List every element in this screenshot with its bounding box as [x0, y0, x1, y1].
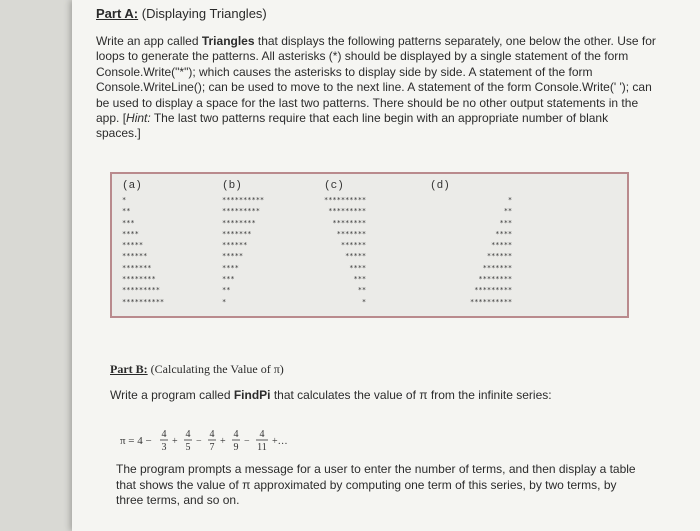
- part-a-text-2: that displays the following patterns separately, one below the other. Use for loops to generate the patterns. All asterisks (*) should be displayed by a single statement of the form Console.Write("*"); which causes the asterisks to display side by side. A statement of the form Console.WriteLine(); can be used to move to the next line. A statement of the form Console.Write(' '); can be used to display a space for the last two patterns. There should be no other output statements in the app. [: [96, 34, 656, 126]
- pattern-d-asterisks: * ** *** **** ***** ****** ******* ******** ********* **********: [470, 196, 513, 306]
- part-b-intro-pre: Write a program called: [110, 388, 234, 402]
- pattern-a-asterisks: * ** *** **** ***** ****** ******* ******** ********* **********: [122, 196, 165, 306]
- part-a-instructions: [96, 34, 656, 142]
- fraction-numerator: 4: [209, 429, 215, 440]
- hint-label: Hint:: [126, 111, 151, 126]
- pattern-c: [324, 180, 366, 308]
- series-operator: −: [244, 436, 250, 447]
- document-page: [72, 0, 700, 531]
- app-name: Triangles: [201, 34, 255, 48]
- pattern-d: [430, 180, 512, 308]
- part-a-text-1: Write an app called: [96, 34, 202, 48]
- patterns-box: [110, 172, 629, 318]
- fraction-denominator: 3: [161, 442, 167, 453]
- part-a-label: Part A:: [96, 6, 139, 21]
- pattern-d-label: (d): [430, 180, 450, 192]
- series-operator: +: [220, 436, 226, 447]
- program-name: FindPi: [233, 388, 271, 402]
- series-operator: +: [172, 436, 178, 447]
- part-b-intro-post: that calculates the value of π from the infinite series:: [270, 388, 552, 402]
- fraction-denominator: 11: [257, 442, 267, 453]
- part-a-title: (Displaying Triangles): [141, 6, 267, 21]
- part-b-intro: [110, 388, 552, 402]
- fraction-numerator: 4: [259, 429, 265, 440]
- part-b-description: The program prompts a message for a user to enter the number of terms, and then display a table that shows the value of π approximated by computing one term of this series, by two terms, by three terms, and so on.: [116, 462, 636, 507]
- pi-series-formula: [120, 424, 360, 456]
- part-a-heading: [96, 6, 267, 21]
- pattern-b-asterisks: ********** ********* ******** ******* ****** ***** **** *** ** *: [222, 196, 265, 306]
- part-b-heading: [110, 362, 284, 377]
- pattern-c-asterisks: ********** ********* ******** ******* ****** ***** **** *** ** *: [324, 196, 367, 306]
- series-operator: −: [196, 436, 202, 447]
- fraction-numerator: 4: [161, 429, 167, 440]
- part-b-label: Part B:: [110, 362, 148, 376]
- fraction-numerator: 4: [233, 429, 239, 440]
- part-a-text-3: The last two patterns require that each line begin with an appropriate number of blank spaces.]: [96, 111, 609, 141]
- fraction-denominator: 9: [233, 442, 239, 453]
- pattern-a: [122, 180, 164, 308]
- pattern-b: [222, 180, 264, 308]
- fraction-numerator: 4: [185, 429, 191, 440]
- part-b-title: (Calculating the Value of π): [150, 362, 284, 376]
- pattern-c-label: (c): [324, 180, 344, 192]
- pattern-a-label: (a): [122, 180, 142, 192]
- series-operator: +…: [272, 436, 288, 447]
- pattern-b-label: (b): [222, 180, 242, 192]
- fraction-denominator: 7: [209, 442, 215, 453]
- formula-lhs: π = 4 −: [120, 435, 152, 447]
- fraction-denominator: 5: [185, 442, 191, 453]
